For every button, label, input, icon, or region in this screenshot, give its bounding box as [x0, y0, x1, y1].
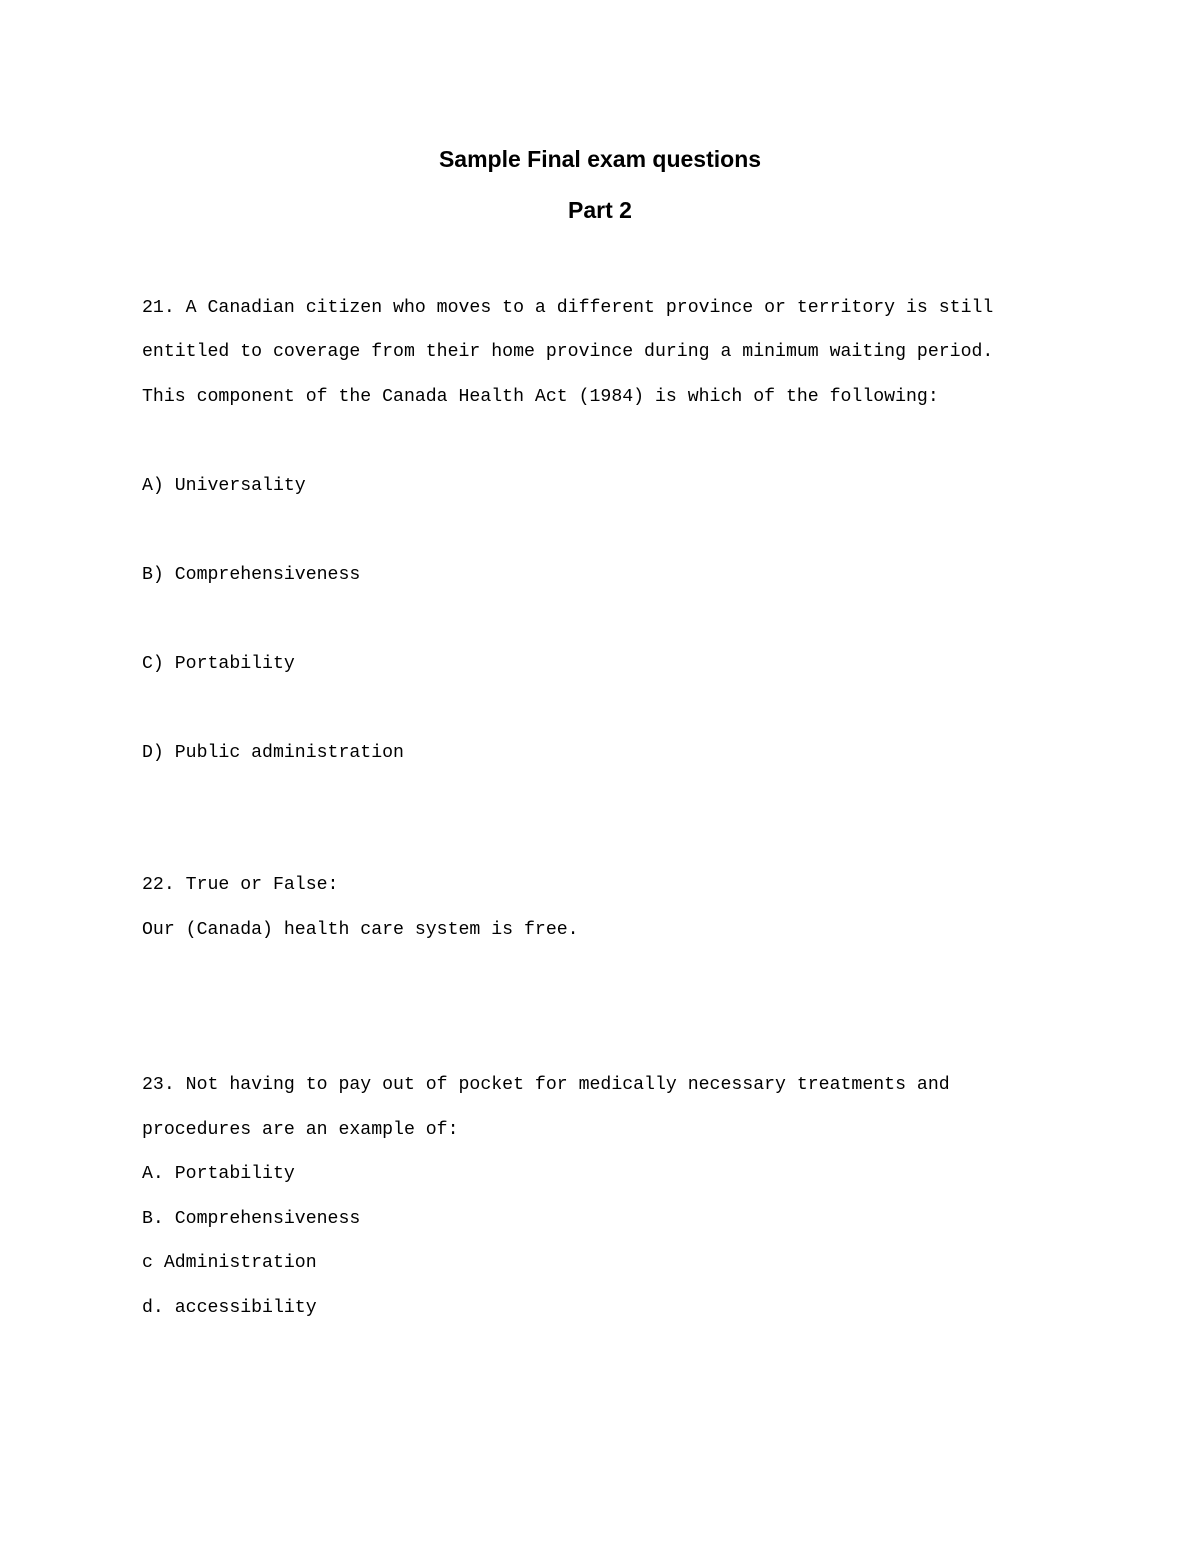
question-23-line-1: 23. Not having to pay out of pocket for medically necessary treatments and	[142, 1075, 950, 1095]
question-21-option-d: D) Public administration	[142, 743, 404, 763]
question-23-option-b: B. Comprehensiveness	[142, 1209, 361, 1229]
question-23-option-c: c Administration	[142, 1253, 317, 1273]
page-title: Sample Final exam questions	[438, 146, 762, 172]
question-23-option-d: d. accessibility	[142, 1298, 317, 1318]
question-22-line-2: Our (Canada) health care system is free.	[142, 920, 579, 940]
question-21-option-a: A) Universality	[142, 476, 306, 496]
question-21-line-1: 21. A Canadian citizen who moves to a different province or territory is still	[142, 298, 994, 318]
question-23-line-2: procedures are an example of:	[142, 1120, 459, 1140]
question-22-line-1: 22. True or False:	[142, 875, 339, 895]
question-21-option-c: C) Portability	[142, 654, 295, 674]
question-21-option-b: B) Comprehensiveness	[142, 565, 361, 585]
page-subtitle: Part 2	[568, 197, 632, 223]
question-21-line-3: This component of the Canada Health Act (1984) is which of the following:	[142, 387, 939, 407]
question-21-line-2: entitled to coverage from their home province during a minimum waiting period.	[142, 342, 994, 362]
question-23-option-a: A. Portability	[142, 1164, 295, 1184]
